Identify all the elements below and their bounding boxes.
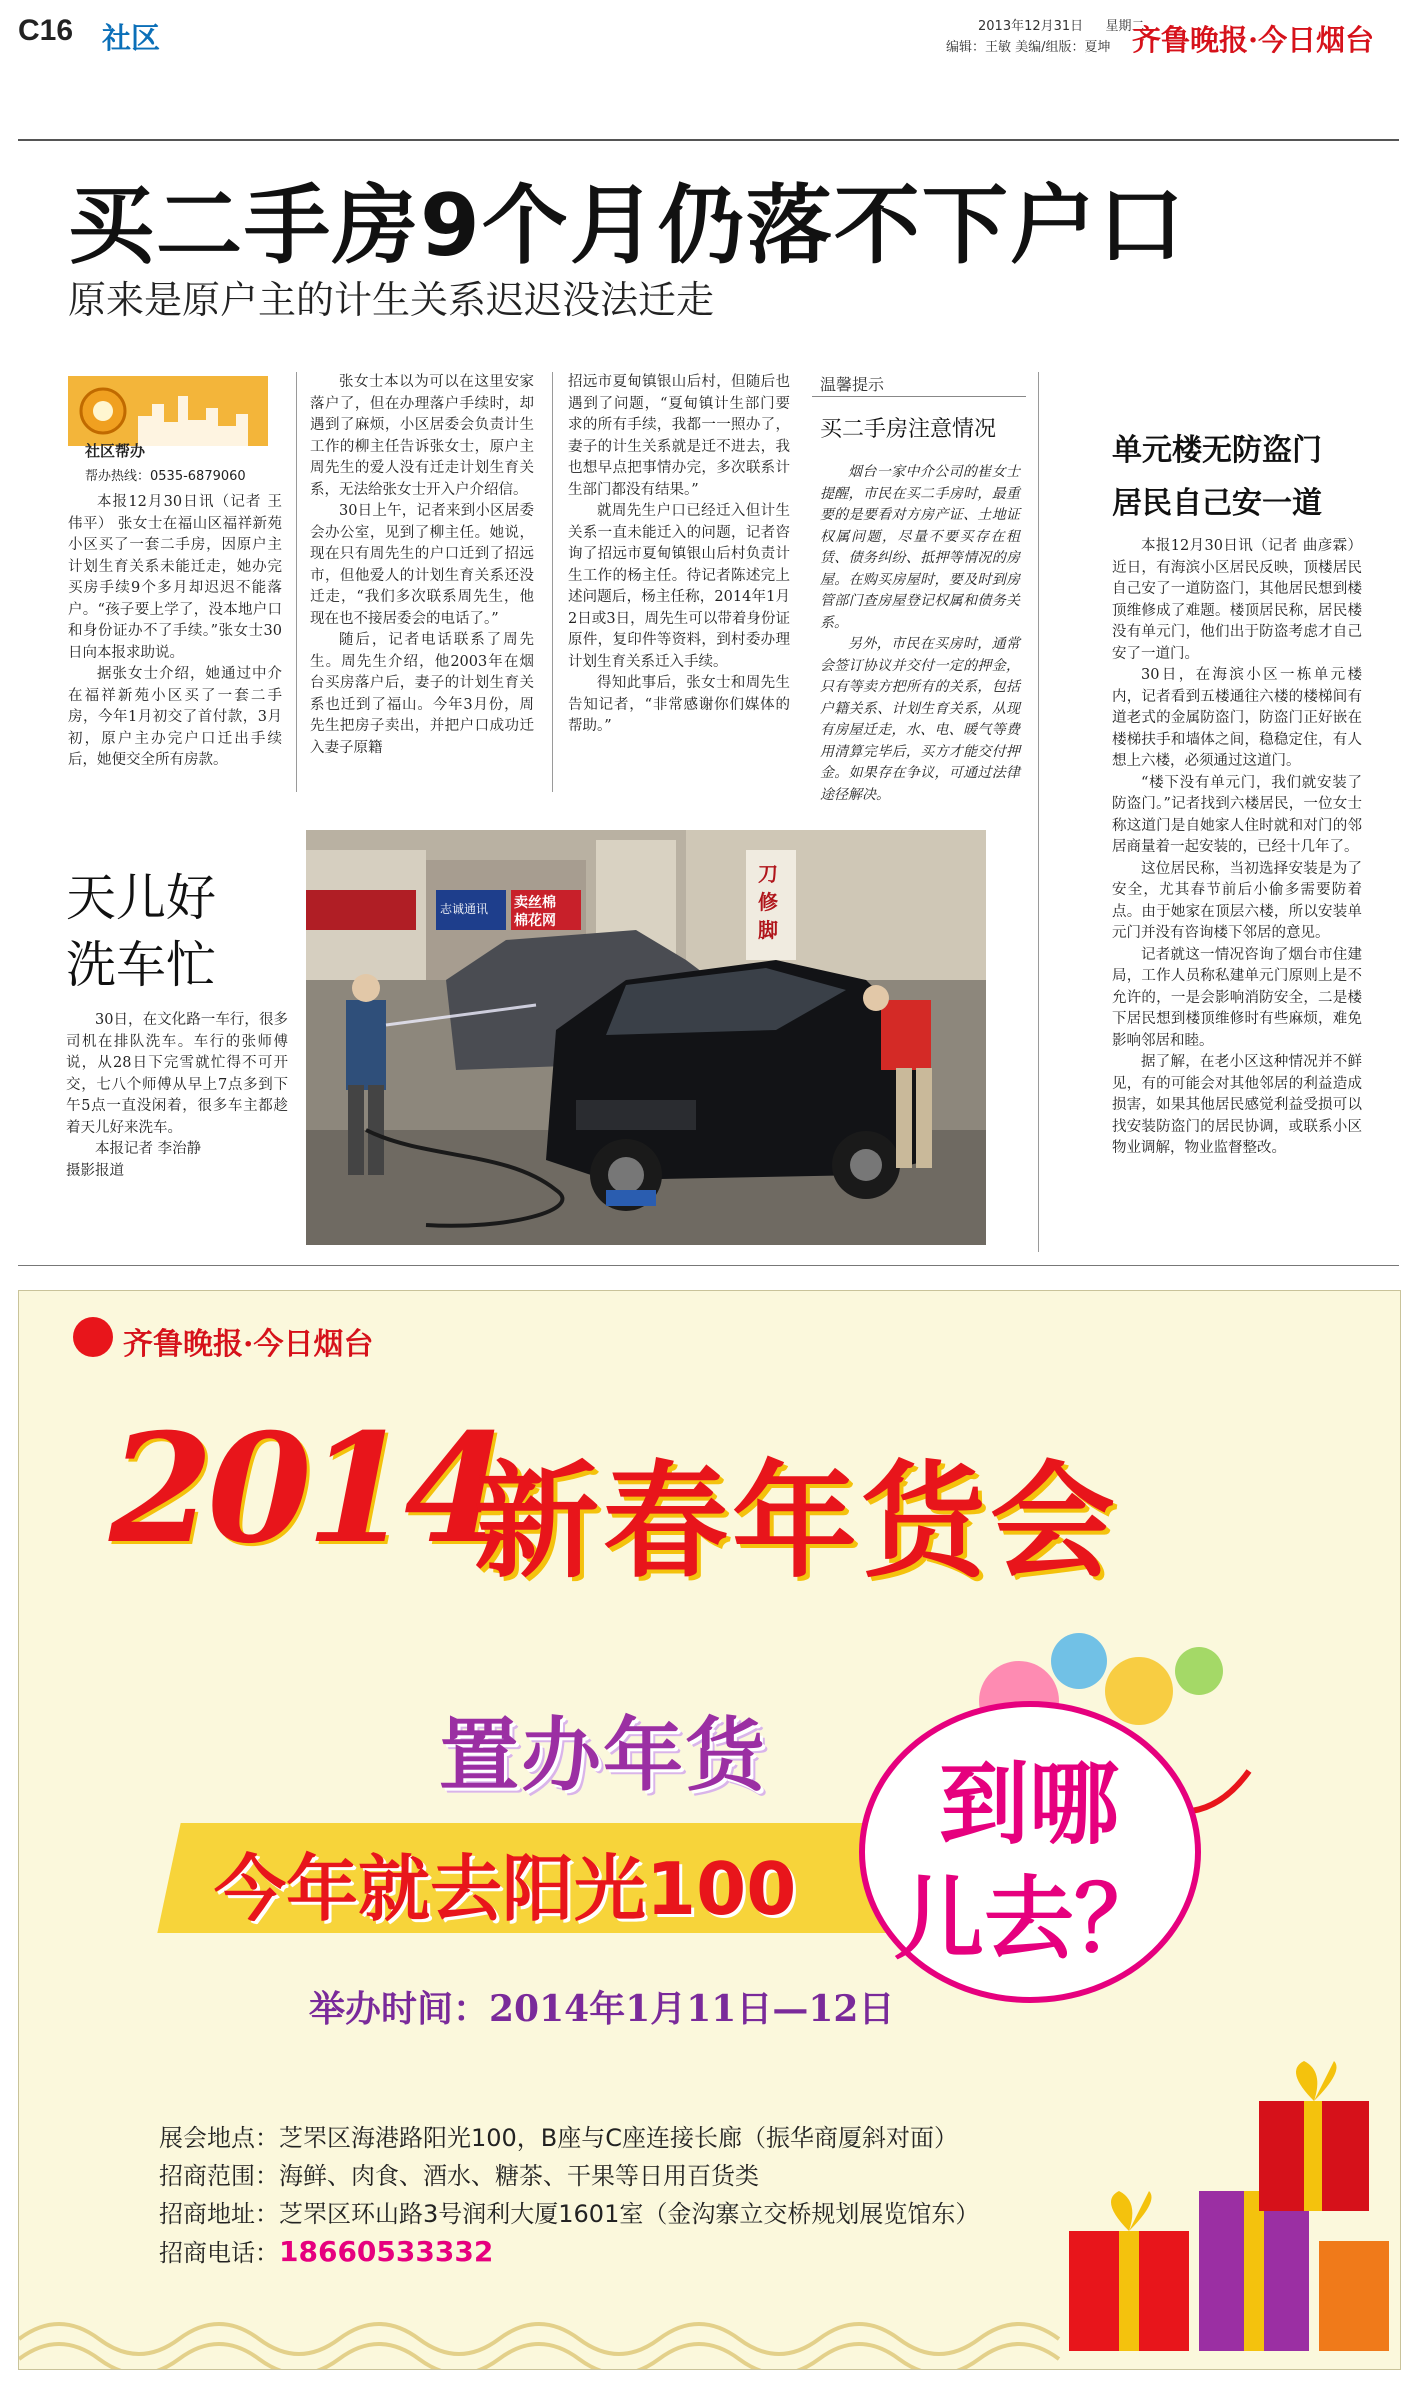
ad-detail-row <box>159 2233 1019 2272</box>
paragraph: 本报12月30日讯（记者 曲彦霖） 近日，有海滨小区居民反映，顶楼居民自己安了一道防盗门，其他居民想到楼顶维修成了难题。楼顶居民称，居民楼没有单元门，他们出于防盗考虑才自己安了一道门。 <box>1112 538 1362 662</box>
header-editors: 编辑：王敏 美编/组版：夏坤 <box>946 40 1111 55</box>
ad-banner <box>18 1290 1401 2370</box>
photo-credit: 本报记者 李治静 <box>95 1141 202 1157</box>
ad-phone: 18660533332 <box>279 2235 494 2268</box>
paragraph: 招远市夏甸镇银山后村，但随后也遇到了问题，“夏甸镇计生部门要求的所有手续，我都一一照办了，妻子的计生关系就是迁不进去，我也想早点把事情办完，多次联系计生部门都没有结果。” <box>568 374 790 498</box>
photo-headline-1: 天儿好 <box>66 869 216 927</box>
photo-sign: 刀 <box>758 862 778 886</box>
weekday: 星期二 <box>1105 19 1145 34</box>
tips-body <box>820 462 1020 806</box>
paragraph: 30日，在文化路一车行，很多司机在排队洗车。车行的张师傅说，从28日下完雪就忙得不可开交，七八个师傅从早上7点多到下午5点一直没闲着，很多车主都趁着天儿好来洗车。 <box>66 1012 288 1136</box>
paragraph: 得知此事后，张女士和周先生告知记者，“非常感谢你们媒体的帮助。” <box>568 675 790 734</box>
ad-brand-logo <box>73 1317 113 1357</box>
tips-label: 温馨提示 <box>820 375 885 394</box>
photo-sign: 卖丝棉 <box>514 895 556 911</box>
paragraph: 据张女士介绍，她通过中介在福祥新苑小区买了一套二手房，今年1月初交了首付款，3月初，原户主办完户口迁出手续后，她便交全所有房款。 <box>68 666 282 768</box>
header-date <box>978 15 1144 34</box>
paragraph: 张女士本以为可以在这里安家落户了，但在办理落户手续时，却遇到了麻烦，小区居委会负责计生工作的柳主任告诉张女士，原户主周先生的爱人没有迁走计划生育关系，无法给张女士开入户介绍信。 <box>310 374 534 498</box>
photo-sign: 脚 <box>758 918 778 942</box>
side-headline-1: 单元楼无防盗门 <box>1112 433 1322 468</box>
ad-detail-row <box>159 2157 1019 2195</box>
ad-time: 举办时间：2014年1月11日—12日 <box>309 1988 895 2030</box>
photo-sign: 志诚通讯 <box>440 902 489 916</box>
main-col-3 <box>568 372 790 738</box>
car-wash-photo <box>306 830 986 1245</box>
detail-value: 海鲜、肉食、酒水、糖茶、干果等日用百货类 <box>279 2162 759 2190</box>
photo-sign: 棉花网 <box>514 913 556 929</box>
paragraph: “楼下没有单元门，我们就安装了防盗门。”记者找到六楼居民，一位女士称这道门是自她家人住时就和对门的邻居商量着一起安装的，已经十几年了。 <box>1112 774 1362 855</box>
paragraph: 本报12月30日讯（记者 王伟平） 张女士在福山区福祥新苑小区买了一套二手房，因原户主计划生育关系未能迁走，她办完买房手续9个多月却迟迟不能落户。“孩子要上学了，没本地户口和身份证办不了手续。”张女士30日向本报求助说。 <box>68 494 282 661</box>
detail-label: 招商地址： <box>159 2200 279 2228</box>
main-col-2 <box>310 372 534 759</box>
paragraph: 另外，市民在买房时，通常会签订协议并交付一定的押金，只有等卖方把所有的关系，包括户籍关系、计划生育关系，从现有房屋迁走，水、电、暖气等费用清算完毕后，买方才能交付押金。如果存在争议，可通过法律途径解决。 <box>820 636 1020 803</box>
section-name: 社区 <box>102 21 161 55</box>
paper-name: 齐鲁晚报·今日烟台 <box>1132 23 1375 57</box>
ad-brand: 齐鲁晚报·今日烟台 <box>123 1327 374 1362</box>
paragraph: 记者就这一情况咨询了烟台市住建局，工作人员称私建单元门原则上是不允许的，一是会影响消防安全，二是楼下居民想到楼顶维修时有些麻烦，难免影响邻居和睦。 <box>1112 946 1362 1049</box>
main-col-1 <box>68 492 282 772</box>
ad-detail-row <box>159 2119 1019 2157</box>
paragraph: 就周先生户口已经迁入但计生关系一直未能迁入的问题，记者咨询了招远市夏甸镇银山后村负责计生工作的杨主任。待记者陈述完上述问题后，杨主任称，2014年1月2日或3日，周先生可以带着身份证原件，复印件等资料，到村委办理计划生育关系迁入手续。 <box>568 503 790 670</box>
column-rule <box>552 372 553 792</box>
tips-label-rule <box>812 396 1026 397</box>
tips-box <box>812 372 1026 803</box>
detail-label: 招商范围： <box>159 2162 279 2190</box>
photo-credit-2: 摄影报道 <box>66 1162 124 1179</box>
side-headline-2: 居民自己安一道 <box>1112 486 1322 521</box>
detail-label: 招商电话： <box>159 2239 279 2267</box>
photo-sign: 修 <box>758 890 778 914</box>
page-header <box>0 0 1417 70</box>
main-headline: 买二手房9个月仍落不下户口 <box>68 176 1186 276</box>
column-rule <box>1038 372 1039 1252</box>
date: 2013年12月31日 <box>978 19 1084 34</box>
photo-caption <box>66 1010 288 1182</box>
detail-value: 芝罘区海港路阳光100，B座与C座连接长廊（振华商厦斜对面） <box>279 2124 959 2152</box>
tips-title: 买二手房注意情况 <box>820 417 997 442</box>
page-number: C16 <box>18 14 74 47</box>
side-body <box>1112 536 1362 1160</box>
ad-slogan-3: 到哪 <box>939 1752 1119 1857</box>
column-logo-label: 社区帮办 <box>85 442 146 460</box>
main-subheadline: 原来是原户主的计生关系迟迟没法迁走 <box>68 278 715 322</box>
paragraph: 烟台一家中介公司的崔女士提醒，市民在买二手房时，最重要的是要看对方房产证、土地证权属问题，尽量不要买存在租赁、债务纠纷、抵押等情况的房屋。在购买房屋时，要及时到房管部门查房屋登记权属和债务关系。 <box>820 464 1020 631</box>
ad-detail-row <box>159 2195 1019 2233</box>
detail-value: 芝罘区环山路3号润利大厦1601室（金沟寨立交桥规划展览馆东） <box>279 2200 980 2228</box>
paragraph: 据了解，在老小区这种情况并不鲜见，有的可能会对其他邻居的利益造成损害，如果其他居民感觉利益受损可以找安装防盗门的居民协调，或联系小区物业调解，物业监督整改。 <box>1112 1054 1362 1156</box>
paragraph: 这位居民称，当初选择安装是为了安全，尤其春节前后小偷多需要防着点。由于她家在顶层六楼，所以安装单元门并没有咨询楼下邻居的意见。 <box>1112 860 1362 941</box>
section-rule <box>18 1265 1399 1266</box>
paragraph: 随后，记者电话联系了周先生。周先生介绍，他2003年在烟台买房落户后，妻子的计划生育关系也迁到了福山。今年3月份，周先生把房子卖出，并把户口成功迁入妻子原籍 <box>310 632 534 756</box>
ad-title: 新春年货会 <box>474 1450 1119 1595</box>
paragraph: 30日，在海滨小区一栋单元楼内，记者看到五楼通往六楼的楼梯间有道老式的金属防盗门，防盗门正好嵌在楼梯扶手和墙体之间，稳稳定住，有人想上六楼，必须通过这道门。 <box>1112 667 1362 769</box>
ad-year: 2014 <box>109 1401 503 1577</box>
column-logo <box>68 376 268 446</box>
photo-headline-2: 洗车忙 <box>66 936 216 994</box>
ad-slogan-1: 置办年货 <box>439 1709 767 1802</box>
detail-label: 展会地点： <box>159 2124 279 2152</box>
wave-border-graphic <box>19 2299 1400 2369</box>
ad-slogan-4: 儿去？ <box>894 1867 1164 1972</box>
hotline: 帮办热线：0535-6879060 <box>85 469 246 484</box>
ad-slogan-2: 今年就去阳光100 <box>214 1847 797 1931</box>
header-rule <box>18 139 1399 141</box>
skyline-logo-graphic <box>68 376 268 446</box>
ad-details <box>159 2119 1019 2272</box>
paragraph: 30日上午，记者来到小区居委会办公室，见到了柳主任。她说，现在只有周先生的户口迁到了招远市，但他爱人的计划生育关系还没迁走，“我们多次联系周先生，他现在也不接居委会的电话了。” <box>310 503 534 627</box>
car-wash-illustration <box>306 830 986 1245</box>
column-rule <box>296 372 297 792</box>
